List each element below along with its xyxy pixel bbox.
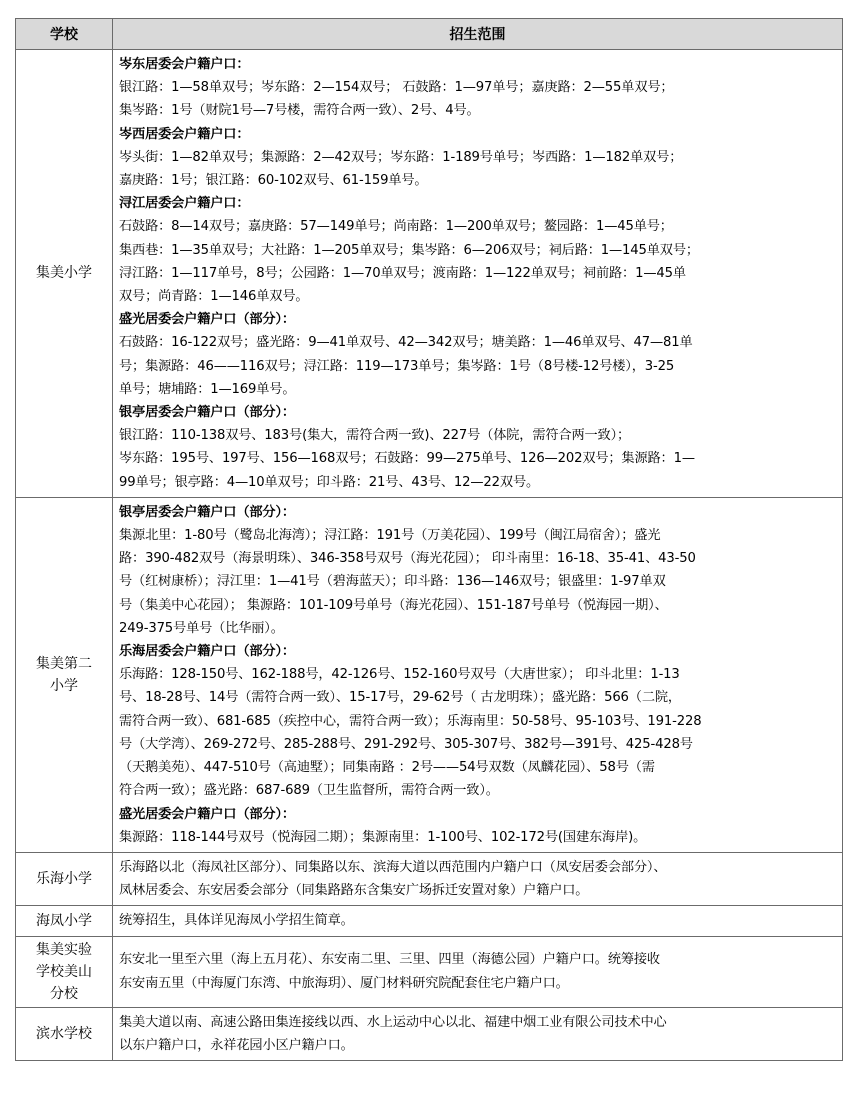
school-name-text: 集美第二 小学 xyxy=(36,655,92,694)
school-name xyxy=(16,906,113,936)
range-line: 嘉庚路：1号；银江路：60-102双号、61-159单号。 xyxy=(119,173,428,189)
enrollment-range xyxy=(113,936,843,1007)
range-line: 集西巷：1—35单双号；大社路：1—205单双号；集岑路：6—206双号；祠后路：1—145单双号； xyxy=(119,242,699,258)
header-range: 招生范围 xyxy=(113,19,843,50)
range-line: 99单号；银亭路：4—10单双号；印斗路：21号、43号、12—22双号。 xyxy=(119,474,540,490)
enrollment-range xyxy=(113,852,843,905)
school-name-text: 集美实验 学校美山 分校 xyxy=(36,941,92,1002)
range-line: 需符合两一致）、681-685（疾控中心，需符合两一致）；乐海南里：50-58号、95-103号、191-228 xyxy=(119,713,702,729)
table-header-row xyxy=(16,19,843,50)
range-line: 双号；尚青路：1—146单双号。 xyxy=(119,289,309,305)
range-line: 凤林居委会、东安居委会部分（同集路路东含集安广场拆迁安置对象）户籍户口。 xyxy=(119,883,589,899)
range-line: 集源北里：1-80号（鹭岛北海湾）；浔江路：191号（万美花园）、199号（闽江局宿舍）；盛光 xyxy=(119,528,661,544)
range-line: 集岑路：1号（财院1号—7号楼，需符合两一致）、2号、4号。 xyxy=(119,103,480,119)
range-line: 银江路：110-138双号、183号(集大，需符合两一致)、227号（体院，需符合两一致）； xyxy=(119,428,631,444)
school-name-text: 海凤小学 xyxy=(36,912,92,929)
range-line: 东安南五里（中海厦门东湾、中旅海玥）、厦门材料研究院配套住宅户籍户口。 xyxy=(119,975,569,991)
school-name-text: 乐海小学 xyxy=(36,871,92,888)
school-name xyxy=(16,936,113,1007)
enrollment-table xyxy=(15,18,843,1061)
table-row xyxy=(16,936,843,1007)
school-name-text: 集美小学 xyxy=(36,265,92,282)
range-line: 集源路：118-144号双号（悦海园二期）；集源南里：1-100号、102-172号(国建东海岸)。 xyxy=(119,829,647,845)
table-row xyxy=(16,50,843,498)
table-body xyxy=(16,50,843,1061)
school-name xyxy=(16,1007,113,1060)
school-name xyxy=(16,497,113,852)
range-line: 银江路：1—58单双号；岑东路：2—154双号； 石鼓路：1—97单号；嘉庚路：2—55单双号； xyxy=(119,80,674,96)
range-line: 集美大道以南、高速公路田集连接线以西、水上运动中心以北、福建中烟工业有限公司技术中心 xyxy=(119,1014,667,1030)
table-row xyxy=(16,906,843,936)
range-line: 乐海路：128-150号、162-188号，42-126号、152-160号双号（大唐世家）； 印斗北里：1-13 xyxy=(119,667,680,683)
school-name xyxy=(16,852,113,905)
table-row xyxy=(16,852,843,905)
committee-title: 岑东居委会户籍户口： xyxy=(119,57,250,72)
enrollment-range xyxy=(113,906,843,936)
range-line: 号（大学湾）、269-272号、285-288号、291-292号、305-307号、382号—391号、425-428号 xyxy=(119,736,693,752)
header-school: 学校 xyxy=(16,19,113,50)
range-line: 号；集源路：46——116双号；浔江路：119—173单号；集岑路：1号（8号楼-12号楼），3-25 xyxy=(119,358,675,374)
enrollment-range xyxy=(113,1007,843,1060)
committee-title: 盛光居委会户籍户口（部分）： xyxy=(119,806,295,822)
range-line: 符合两一致）；盛光路：687-689（卫生监督所，需符合两一致）。 xyxy=(119,783,499,799)
range-line: 路：390-482双号（海景明珠）、346-358号双号（海光花园）； 印斗南里：16-18、35-41、43-50 xyxy=(119,551,696,567)
range-line: 以东户籍户口，永祥花园小区户籍户口。 xyxy=(119,1037,354,1053)
enrollment-range xyxy=(113,497,843,852)
committee-title: 岑西居委会户籍户口： xyxy=(119,126,250,142)
committee-title: 盛光居委会户籍户口（部分）： xyxy=(119,312,295,328)
range-line: 东安北一里至六里（海上五月花）、东安南二里、三里、四里（海德公园）户籍户口。统筹接收 xyxy=(119,952,660,968)
table-row xyxy=(16,497,843,852)
committee-title: 银亭居委会户籍户口（部分）： xyxy=(119,405,295,421)
range-line: 乐海路以北（海凤社区部分）、同集路以东、滨海大道以西范围内户籍户口（凤安居委会部分）、 xyxy=(119,859,667,875)
school-name xyxy=(16,50,113,498)
range-line: 号（红树康桥）；浔江里：1—41号（碧海蓝天）；印斗路：136—146双号；银盛里：1-97单双 xyxy=(119,574,666,590)
range-line: 石鼓路：8—14双号；嘉庚路：57—149单号；尚南路：1—200单双号；鳌园路：1—45单号； xyxy=(119,219,673,235)
committee-title: 乐海居委会户籍户口（部分）： xyxy=(119,644,295,660)
committee-title: 浔江居委会户籍户口： xyxy=(119,196,250,212)
range-line: 岑东路：195号、197号、156—168双号；石鼓路：99—275单号、126—202双号；集源路：1— xyxy=(119,451,695,467)
range-line: 统筹招生，具体详见海凤小学招生简章。 xyxy=(119,913,354,929)
table-row xyxy=(16,1007,843,1060)
range-line: 号、18-28号、14号（需符合两一致）、15-17号，29-62号（ 古龙明珠）；盛光路：566（二院， xyxy=(119,690,681,706)
range-line: 249-375号单号（比华丽）。 xyxy=(119,620,284,636)
committee-title: 银亭居委会户籍户口（部分）： xyxy=(119,504,295,520)
range-line: （天鹅美苑）、447-510号（高迪墅）；同集南路 ：2号——54号双数（凤麟花园）、58号（需 xyxy=(119,760,655,776)
range-line: 号（集美中心花园）； 集源路：101-109号单号（海光花园）、151-187号单号（悦海园一期）、 xyxy=(119,597,668,613)
range-line: 石鼓路：16-122双号；盛光路：9—41单双号、42—342双号；塘美路：1—46单双号、47—81单 xyxy=(119,335,693,351)
range-line: 浔江路：1—117单号，8号；公园路：1—70单双号；渡南路：1—122单双号；祠前路：1—45单 xyxy=(119,265,686,281)
enrollment-range xyxy=(113,50,843,498)
range-line: 单号；塘埔路：1—169单号。 xyxy=(119,381,296,397)
school-name-text: 滨水学校 xyxy=(36,1025,92,1042)
range-line: 岑头街：1—82单双号；集源路：2—42双号；岑东路：1-189号单号；岑西路：1—182单双号； xyxy=(119,149,683,165)
